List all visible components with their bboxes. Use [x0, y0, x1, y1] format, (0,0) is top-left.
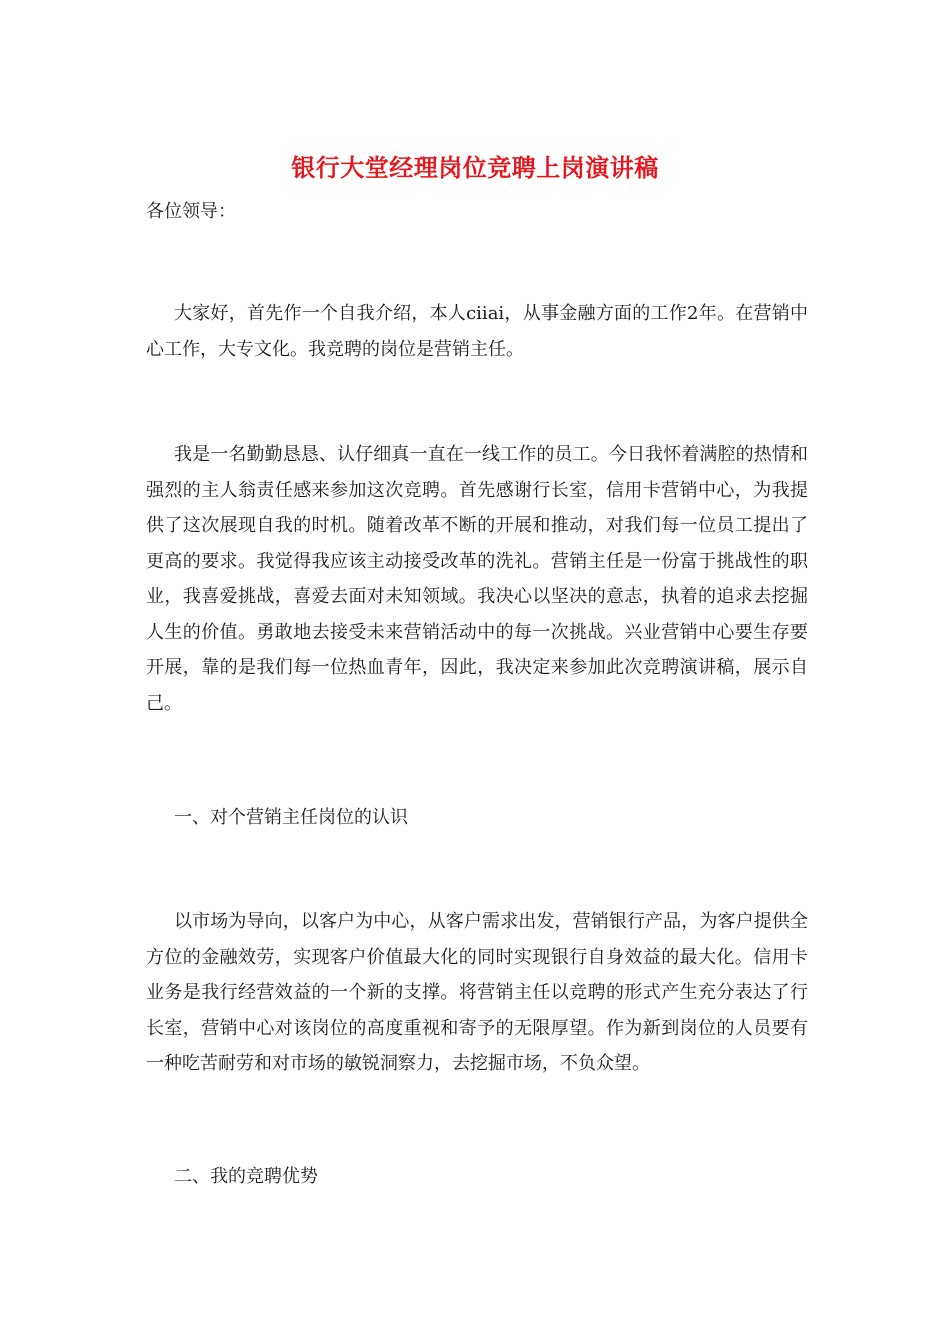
salutation: 各位领导： — [146, 201, 236, 222]
section-heading-2: 二、我的竞聘优势 — [174, 1166, 318, 1187]
paragraph-intro: 大家好，首先作一个自我介绍，本人ciiai，从事金融方面的工作2年。在营销中心工作，大专文化。我竞聘的岗位是营销主任。 — [146, 303, 808, 360]
paragraph-motivation: 我是一名勤勤恳恳、认仔细真一直在一线工作的员工。今日我怀着满腔的热情和强烈的主人翁责任感来参加这次竞聘。首先感谢行长室，信用卡营销中心，为我提供了这次展现自我的时机。随着改革不断的开展和推动，对我们每一位员工提出了更高的要求。我觉得我应该主动接受改革的洗礼。营销主任是一份富于挑战性的职业，我喜爱挑战，喜爱去面对未知领域。我决心以坚决的意志，执着的追求去挖掘人生的价值。勇敢地去接受未来营销活动中的每一次挑战。兴业营销中心要生存要开展，靠的是我们每一位热血青年，因此，我决定来参加此次竞聘演讲稿，展示自己。 — [146, 444, 808, 714]
paragraph-role-understanding: 以市场为导向，以客户为中心，从客户需求出发，营销银行产品，为客户提供全方位的金融效劳，实现客户价值最大化的同时实现银行自身效益的最大化。信用卡业务是我行经营效益的一个新的支撑。将营销主任以竞聘的形式产生充分表达了行长室，营销中心对该岗位的高度重视和寄予的无限厚望。作为新到岗位的人员要有一种吃苦耐劳和对市场的敏锐洞察力，去挖掘市场，不负众望。 — [146, 911, 808, 1074]
section-heading-1: 一、对个营销主任岗位的认识 — [174, 807, 408, 828]
document-title: 银行大堂经理岗位竞聘上岗演讲稿 — [291, 153, 659, 182]
